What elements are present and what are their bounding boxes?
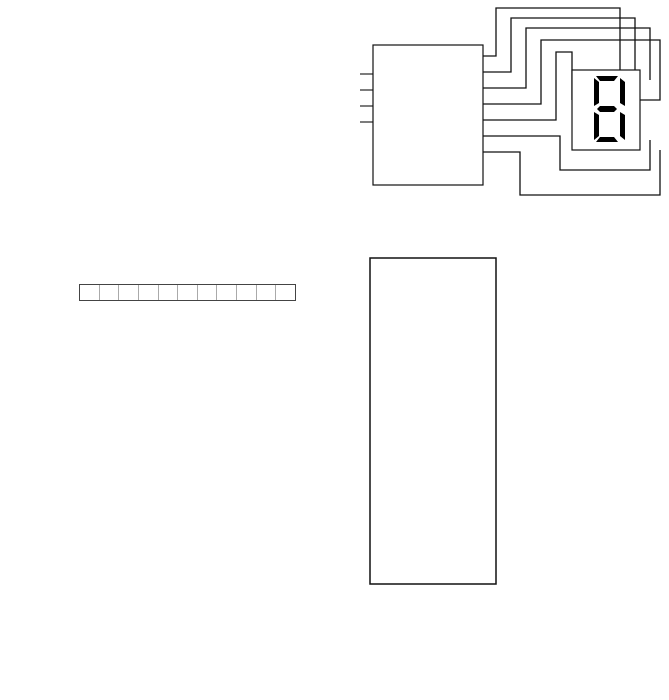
decoder-block — [370, 258, 496, 584]
bcd-decoder-block — [373, 45, 483, 185]
segment-c — [620, 112, 625, 140]
segment-e — [594, 112, 599, 140]
segment-f — [594, 78, 599, 106]
segment-g — [597, 106, 617, 112]
bcd-input-wires — [360, 74, 373, 122]
segment-b — [620, 78, 625, 106]
